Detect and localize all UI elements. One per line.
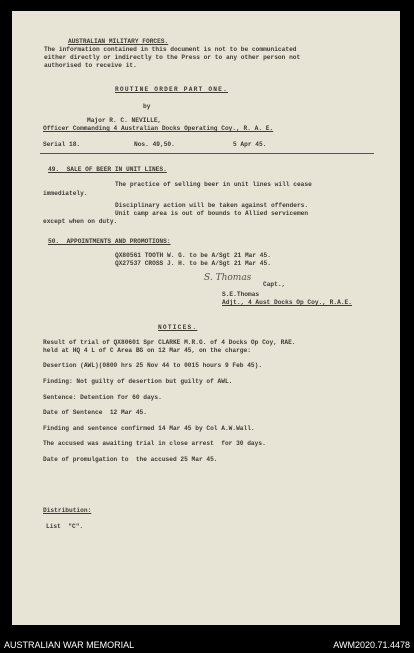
signature-rank: Capt., <box>263 281 286 288</box>
adjutant-signature: S. Thomas <box>204 273 252 283</box>
notice-line-5: Sentence: Detention for 60 days. <box>43 394 162 401</box>
item-49-line-1: The practice of selling beer in unit lines will cease <box>115 181 312 188</box>
notice-line-2: held at HQ 4 L of C Area BG on 12 Mar 45, on the charge: <box>43 347 251 354</box>
header-security-line-3: authorised to receive it. <box>44 62 137 69</box>
notice-line-3: Desertion (AWL)(0800 hrs 25 Nov 44 to 0015 hours 9 Feb 45). <box>43 362 263 369</box>
item-49-line-4: Unit camp area is out of bounds to Allied servicemen <box>115 210 309 217</box>
signature-name: S.E.Thomas <box>222 291 260 298</box>
signature-appointment: Adjt., 4 Aust Docks Op Coy., R.A.E. <box>222 299 352 306</box>
serial-number: Serial 18. <box>43 141 81 148</box>
item-50-line-2: QX27537 CROSS J. H. to be A/Sgt 21 Mar 45. <box>115 260 271 267</box>
document-page <box>12 11 400 625</box>
commanding-officer-name: Major R. C. NEVILLE, <box>87 117 162 124</box>
item-50-heading: 50. APPOINTMENTS AND PROMOTIONS: <box>48 238 171 245</box>
order-date: 5 Apr 45. <box>233 141 267 148</box>
by-label: by <box>143 103 151 110</box>
header-security-line-2: either directly or indirectly to the Press or to any other person not <box>44 54 301 61</box>
section-divider <box>40 153 374 154</box>
notice-line-7: Finding and sentence confirmed 14 Mar 45 by Col A.W.Wall. <box>43 425 255 432</box>
order-numbers: Nos. 49,50. <box>134 141 175 148</box>
header-security-line-1: The information contained in this document is not to be communicated <box>44 46 297 53</box>
notice-line-1: Result of trial of QX80601 Spr CLARKE M.R.G. of 4 Docks Op Coy, RAE. <box>43 339 296 346</box>
item-49-line-3: Disciplinary action will be taken against offenders. <box>115 202 309 209</box>
notices-heading: NOTICES. <box>158 324 198 331</box>
notice-line-4: Finding: Not guilty of desertion but guilty of AWL. <box>43 378 233 385</box>
notice-line-9: Date of promulgation to the accused 25 Mar 45. <box>43 456 218 463</box>
header-force-title: AUSTRALIAN MILITARY FORCES. <box>68 38 169 45</box>
item-50-line-1: QX80561 TOOTH W. G. to be A/Sgt 21 Mar 45. <box>115 252 271 259</box>
commanding-officer-role: Officer Commanding 4 Australian Docks Operating Coy., R. A. E. <box>43 125 274 132</box>
item-49-line-5: except when on duty. <box>43 218 118 225</box>
notice-line-6: Date of Sentence 12 Mar 45. <box>43 409 147 416</box>
item-49-heading: 49. SALE OF BEER IN UNIT LINES. <box>48 166 167 173</box>
distribution-list: List "C". <box>46 523 84 530</box>
notice-line-8: The accused was awaiting trial in close arrest for 30 days. <box>43 440 266 447</box>
footer-accession-number: AWM2020.71.4478 <box>333 640 410 650</box>
order-title: ROUTINE ORDER PART ONE. <box>115 86 229 93</box>
distribution-label: Distribution: <box>43 507 92 514</box>
item-49-line-2: immediately. <box>43 190 88 197</box>
footer-institution: AUSTRALIAN WAR MEMORIAL <box>4 640 135 650</box>
